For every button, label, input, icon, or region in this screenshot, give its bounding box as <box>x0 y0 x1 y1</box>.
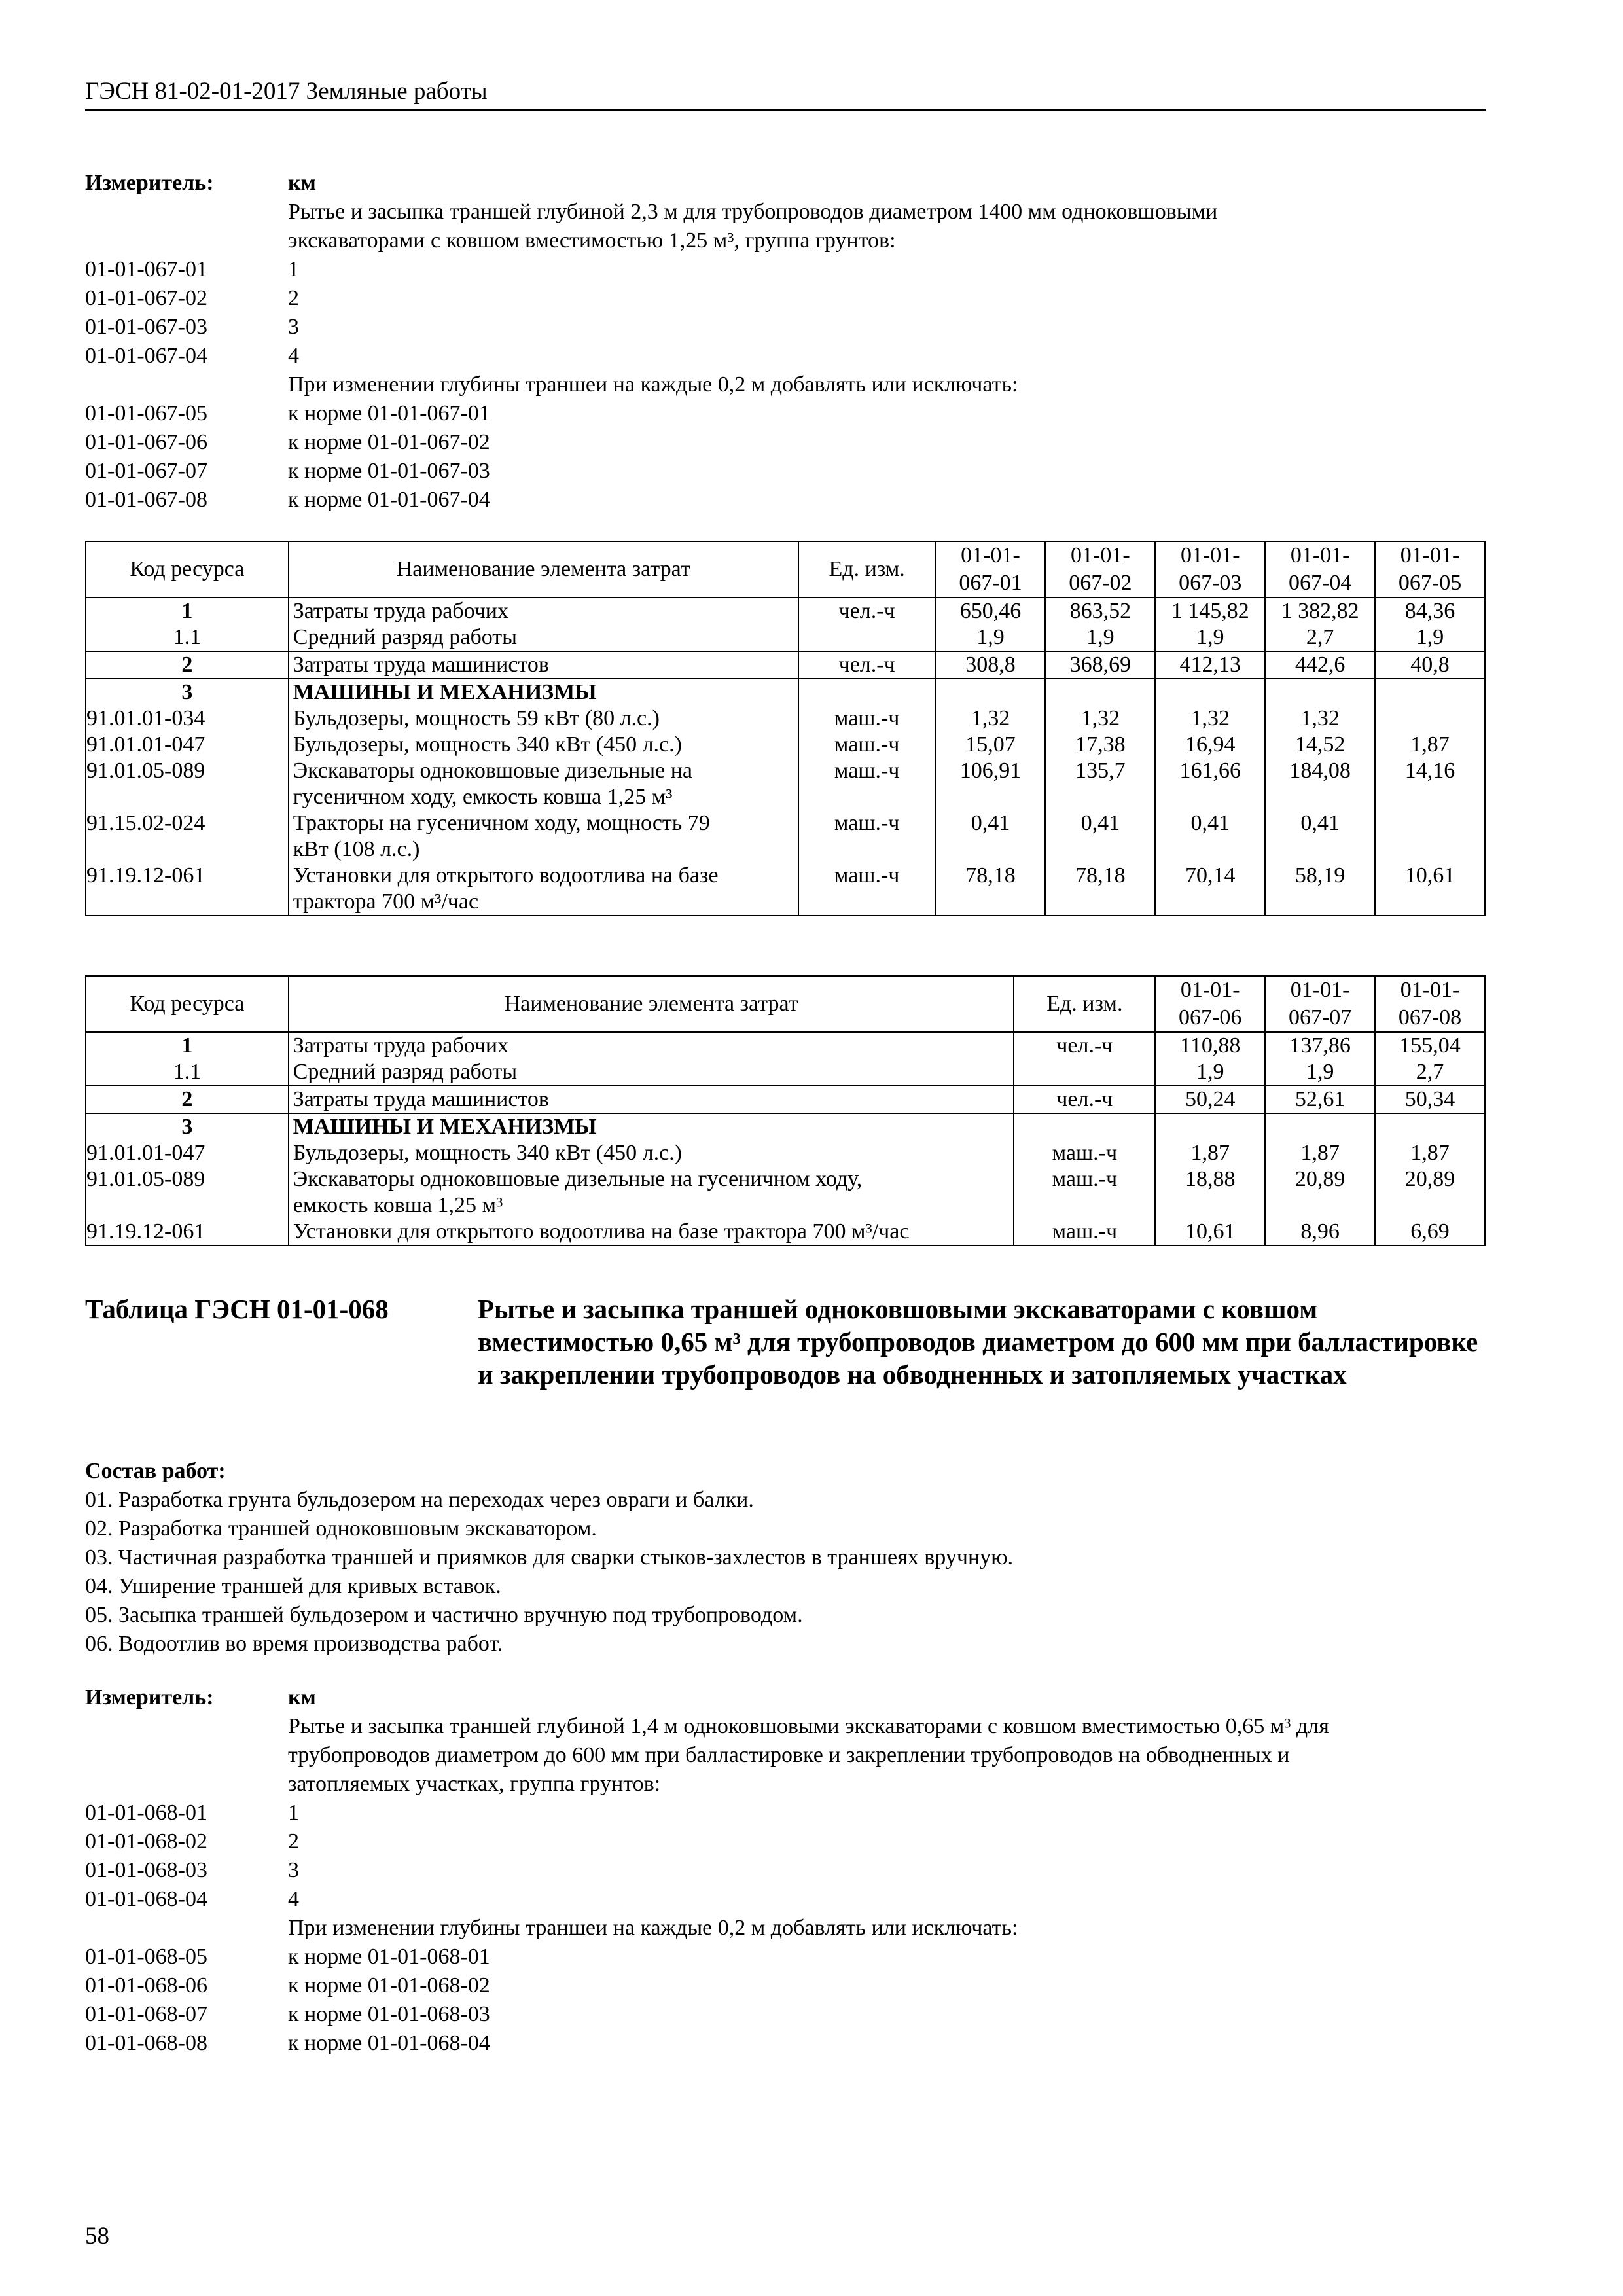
header-unit: Ед. изм. <box>1014 976 1155 1032</box>
norm-text: 1 <box>288 257 299 281</box>
table-row <box>86 651 1485 679</box>
table-row <box>86 1059 1485 1086</box>
meter-label: Измеритель: <box>85 1685 214 1710</box>
value-cell: 1,87 <box>1375 732 1485 758</box>
value-cell: 1,32 <box>1155 706 1265 732</box>
depth-note: При изменении глубины траншеи на каждые 0,2 м добавлять или исключать: <box>288 372 1018 397</box>
table-row <box>86 1032 1485 1059</box>
norm-code: 01-01-067-06 <box>85 430 207 454</box>
header-name: Наименование элемента затрат <box>289 541 798 598</box>
meter-description: экскаваторами с ковшом вместимостью 1,25 м³, группа грунтов: <box>288 228 896 253</box>
header-norm-code-part: 067-06 <box>1179 1005 1242 1030</box>
works-label: Состав работ: <box>85 1459 226 1483</box>
header-norm-code-part: 01-01- <box>961 543 1020 567</box>
resource-name <box>289 863 798 916</box>
value-cell: 1,9 <box>1155 1059 1265 1086</box>
norm-item <box>85 255 1486 284</box>
page-number: 58 <box>85 2223 109 2250</box>
value-cell: 10,61 <box>1375 863 1485 916</box>
norm-item <box>85 1827 1486 1856</box>
resource-name-line: Затраты труда рабочих <box>293 599 508 623</box>
resource-code: 2 <box>86 1086 289 1113</box>
resource-name <box>289 1140 1014 1166</box>
value-cell: 0,41 <box>1265 810 1375 863</box>
resource-name <box>289 810 798 863</box>
resource-code: 1 <box>86 598 289 624</box>
value-cell: 14,52 <box>1265 732 1375 758</box>
unit <box>798 679 936 706</box>
resource-name-line: Установки для открытого водоотлива на базе <box>293 863 719 888</box>
value-cell: 50,34 <box>1375 1086 1485 1113</box>
norm-code: 01-01-068-05 <box>85 1945 207 1969</box>
value-cell: 78,18 <box>1045 863 1155 916</box>
resource-name <box>289 732 798 758</box>
resource-code: 91.19.12-061 <box>86 1219 289 1246</box>
header-unit: Ед. изм. <box>798 541 936 598</box>
resource-name-line: Бульдозеры, мощность 340 кВт (450 л.с.) <box>293 1141 683 1165</box>
value-cell: 1,87 <box>1265 1140 1375 1166</box>
value-cell <box>1155 1113 1265 1140</box>
norm-code: 01-01-067-07 <box>85 459 207 483</box>
resource-name <box>289 598 798 624</box>
meter-description: Рытье и засыпка траншей глубиной 2,3 м для трубопроводов диаметром 1400 мм одноковшовыми <box>288 200 1218 224</box>
norm-code: 01-01-067-03 <box>85 315 207 339</box>
table-row <box>86 1219 1485 1246</box>
value-cell: 1,9 <box>936 624 1046 651</box>
resource-name-line: Затраты труда машинистов <box>293 653 549 677</box>
value-cell <box>1375 1113 1485 1140</box>
value-cell: 1,32 <box>1045 706 1155 732</box>
meter-value: км <box>288 1685 316 1710</box>
value-cell: 15,07 <box>936 732 1046 758</box>
work-item: 02. Разработка траншей одноковшовым экскаватором. <box>85 1516 597 1541</box>
header-norm-code-part: 01-01- <box>1290 978 1350 1002</box>
norm-code: 01-01-067-04 <box>85 344 207 368</box>
norm-item <box>85 342 1486 370</box>
norm-code: 01-01-067-05 <box>85 401 207 425</box>
value-cell: 1,87 <box>1155 1140 1265 1166</box>
work-item: 04. Уширение траншей для кривых вставок. <box>85 1574 501 1598</box>
header-norm-code <box>1155 541 1265 598</box>
resource-name-line: Экскаваторы одноковшовые дизельные на <box>293 759 692 783</box>
table-row <box>86 1166 1485 1219</box>
resource-name <box>289 679 798 706</box>
header-norm-code-part: 01-01- <box>1290 543 1350 567</box>
norm-item <box>85 399 1486 428</box>
norm-code: 01-01-068-06 <box>85 1973 207 1998</box>
norm-item <box>85 1856 1486 1885</box>
unit: чел.-ч <box>1014 1032 1155 1059</box>
resource-code: 3 <box>86 1113 289 1140</box>
unit <box>1014 1113 1155 1140</box>
table-row <box>86 1140 1485 1166</box>
value-cell: 2,7 <box>1265 624 1375 651</box>
table-row <box>86 863 1485 916</box>
norm-code: 01-01-068-04 <box>85 1887 207 1911</box>
resource-name-line: Затраты труда машинистов <box>293 1087 549 1111</box>
header-norm-code-part: 067-03 <box>1179 571 1242 595</box>
header-norm-code-part: 01-01- <box>1400 543 1460 567</box>
header-norm-code <box>1265 541 1375 598</box>
table-row <box>86 598 1485 624</box>
value-cell: 1,87 <box>1375 1140 1485 1166</box>
meter-label: Измеритель: <box>85 171 214 195</box>
resource-name-line: Тракторы на гусеничном ходу, мощность 79 <box>293 811 710 835</box>
header-norm-code <box>1265 976 1375 1032</box>
resource-name-line: гусеничном ходу, емкость ковша 1,25 м³ <box>293 785 673 809</box>
value-cell: 1,9 <box>1375 624 1485 651</box>
norm-item <box>85 284 1486 313</box>
resource-code: 91.01.01-047 <box>86 1140 289 1166</box>
value-cell: 17,38 <box>1045 732 1155 758</box>
value-cell: 135,7 <box>1045 758 1155 810</box>
table-row <box>86 1113 1485 1140</box>
table-caption: Рытье и засыпка траншей одноковшовыми экскаваторами с ковшом вместимостью 0,65 м³ для трубопроводов диаметром до 600 мм при балластировке и закреплении трубопроводов на обводненных и затопляемых участках <box>478 1294 1478 1390</box>
value-cell: 1 382,82 <box>1265 598 1375 624</box>
norm-item <box>85 1943 1486 1971</box>
value-cell: 0,41 <box>936 810 1046 863</box>
resource-name <box>289 1086 1014 1113</box>
table-row <box>86 706 1485 732</box>
norm-code: 01-01-067-08 <box>85 488 207 512</box>
header-norm-code-part: 01-01- <box>1180 543 1240 567</box>
table-row <box>86 758 1485 810</box>
resource-code: 91.15.02-024 <box>86 810 289 863</box>
norm-text: 2 <box>288 1829 299 1854</box>
resource-code: 91.01.01-047 <box>86 732 289 758</box>
resource-name <box>289 1166 1014 1219</box>
resource-name-line: Бульдозеры, мощность 340 кВт (450 л.с.) <box>293 732 682 757</box>
value-cell: 1,9 <box>1045 624 1155 651</box>
resource-name-line: МАШИНЫ И МЕХАНИЗМЫ <box>293 1115 597 1139</box>
value-cell <box>1155 679 1265 706</box>
norm-code: 01-01-068-03 <box>85 1858 207 1882</box>
value-cell: 70,14 <box>1155 863 1265 916</box>
unit: маш.-ч <box>1014 1166 1155 1219</box>
value-cell: 0,41 <box>1045 810 1155 863</box>
resource-name-line: Средний разряд работы <box>293 625 517 649</box>
norm-text: к норме 01-01-068-01 <box>288 1945 490 1969</box>
value-cell: 110,88 <box>1155 1032 1265 1059</box>
value-cell: 0,41 <box>1155 810 1265 863</box>
unit: чел.-ч <box>798 651 936 679</box>
unit: чел.-ч <box>798 598 936 624</box>
value-cell: 161,66 <box>1155 758 1265 810</box>
value-cell: 412,13 <box>1155 651 1265 679</box>
meter-value: км <box>288 171 316 195</box>
work-item: 03. Частичная разработка траншей и приямков для сварки стыков-захлестов в траншеях вручную. <box>85 1545 1014 1570</box>
meter-block-068 <box>85 1683 1486 2058</box>
norm-text: 3 <box>288 1858 299 1882</box>
norm-text: 1 <box>288 1801 299 1825</box>
value-cell: 40,8 <box>1375 651 1485 679</box>
works-composition <box>85 1457 1486 1659</box>
norm-text: к норме 01-01-067-02 <box>288 430 490 454</box>
value-cell: 58,19 <box>1265 863 1375 916</box>
value-cell: 10,61 <box>1155 1219 1265 1246</box>
resource-name <box>289 1219 1014 1246</box>
value-cell <box>936 679 1046 706</box>
norm-code: 01-01-068-02 <box>85 1829 207 1854</box>
norm-item <box>85 486 1486 514</box>
value-cell: 1,32 <box>936 706 1046 732</box>
resource-name-line: трактора 700 м³/час <box>293 889 479 914</box>
value-cell: 50,24 <box>1155 1086 1265 1113</box>
value-cell: 20,89 <box>1265 1166 1375 1219</box>
resource-code: 1.1 <box>86 624 289 651</box>
unit <box>1014 1059 1155 1086</box>
norm-text: к норме 01-01-067-03 <box>288 459 490 483</box>
value-cell: 2,7 <box>1375 1059 1485 1086</box>
resource-name <box>289 758 798 810</box>
meter-description: трубопроводов диаметром до 600 мм при балластировке и закреплении трубопроводов на обводненных и <box>288 1743 1290 1767</box>
header-code: Код ресурса <box>86 976 289 1032</box>
resource-code: 1 <box>86 1032 289 1059</box>
resource-name-line: Экскаваторы одноковшовые дизельные на гусеничном ходу, <box>293 1167 863 1191</box>
header-norm-code-part: 01-01- <box>1071 543 1130 567</box>
resource-code: 2 <box>86 651 289 679</box>
table-title-068 <box>85 1293 1486 1391</box>
header-norm-code-part: 067-01 <box>959 571 1022 595</box>
value-cell: 18,88 <box>1155 1166 1265 1219</box>
resource-name <box>289 1059 1014 1086</box>
value-cell <box>1265 679 1375 706</box>
norm-code: 01-01-068-07 <box>85 2002 207 2026</box>
value-cell: 442,6 <box>1265 651 1375 679</box>
resource-name <box>289 1032 1014 1059</box>
header-norm-code-part: 01-01- <box>1400 978 1460 1002</box>
unit: маш.-ч <box>798 863 936 916</box>
norm-text: 2 <box>288 286 299 310</box>
norm-item <box>85 2000 1486 2029</box>
running-header: ГЭСН 81-02-01-2017 Земляные работы <box>85 77 1486 111</box>
resource-code: 91.01.01-034 <box>86 706 289 732</box>
unit: маш.-ч <box>798 810 936 863</box>
value-cell: 1,9 <box>1155 624 1265 651</box>
work-item: 01. Разработка грунта бульдозером на переходах через овраги и балки. <box>85 1488 754 1512</box>
work-item: 05. Засыпка траншей бульдозером и частично вручную под трубопроводом. <box>85 1603 803 1627</box>
header-norm-code <box>1375 976 1485 1032</box>
norm-code: 01-01-068-01 <box>85 1801 207 1825</box>
resource-name-line: Бульдозеры, мощность 59 кВт (80 л.с.) <box>293 706 660 730</box>
value-cell <box>1375 810 1485 863</box>
value-cell: 863,52 <box>1045 598 1155 624</box>
resource-code: 1.1 <box>86 1059 289 1086</box>
table-row <box>86 624 1485 651</box>
unit: маш.-ч <box>1014 1140 1155 1166</box>
value-cell: 1 145,82 <box>1155 598 1265 624</box>
value-cell: 137,86 <box>1265 1032 1375 1059</box>
norm-text: к норме 01-01-067-04 <box>288 488 490 512</box>
value-cell: 20,89 <box>1375 1166 1485 1219</box>
unit: маш.-ч <box>798 732 936 758</box>
header-name: Наименование элемента затрат <box>289 976 1014 1032</box>
table-row <box>86 1086 1485 1113</box>
header-norm-code <box>1045 541 1155 598</box>
norm-item <box>85 1971 1486 2000</box>
header-norm-code <box>936 541 1046 598</box>
value-cell <box>1375 679 1485 706</box>
resource-name-line: Затраты труда рабочих <box>293 1033 509 1058</box>
resource-name-line: Установки для открытого водоотлива на базе трактора 700 м³/час <box>293 1219 910 1244</box>
norm-text: к норме 01-01-068-03 <box>288 2002 490 2026</box>
value-cell: 16,94 <box>1155 732 1265 758</box>
value-cell <box>1045 679 1155 706</box>
resource-code: 3 <box>86 679 289 706</box>
unit: маш.-ч <box>1014 1219 1155 1246</box>
resource-code: 91.01.05-089 <box>86 1166 289 1219</box>
value-cell: 52,61 <box>1265 1086 1375 1113</box>
resource-table-067-part1 <box>85 541 1486 916</box>
norm-text: 4 <box>288 344 299 368</box>
norm-code: 01-01-067-01 <box>85 257 207 281</box>
norm-text: к норме 01-01-067-01 <box>288 401 490 425</box>
unit: маш.-ч <box>798 706 936 732</box>
value-cell: 308,8 <box>936 651 1046 679</box>
value-cell: 14,16 <box>1375 758 1485 810</box>
header-norm-code <box>1155 976 1265 1032</box>
norm-text: к норме 01-01-068-04 <box>288 2031 490 2055</box>
depth-note: При изменении глубины траншеи на каждые 0,2 м добавлять или исключать: <box>288 1916 1018 1940</box>
norm-item <box>85 428 1486 457</box>
unit: чел.-ч <box>1014 1086 1155 1113</box>
norm-item <box>85 457 1486 486</box>
value-cell: 650,46 <box>936 598 1046 624</box>
value-cell: 106,91 <box>936 758 1046 810</box>
value-cell: 84,36 <box>1375 598 1485 624</box>
resource-table-067-part2 <box>85 975 1486 1246</box>
value-cell: 1,9 <box>1265 1059 1375 1086</box>
norm-text: 4 <box>288 1887 299 1911</box>
norm-item <box>85 2029 1486 2058</box>
header-norm-code-part: 067-05 <box>1398 571 1462 595</box>
resource-name-line: кВт (108 л.с.) <box>293 837 420 861</box>
value-cell: 368,69 <box>1045 651 1155 679</box>
unit: маш.-ч <box>798 758 936 810</box>
header-norm-code-part: 067-04 <box>1289 571 1352 595</box>
value-cell <box>1265 1113 1375 1140</box>
resource-name <box>289 624 798 651</box>
value-cell: 184,08 <box>1265 758 1375 810</box>
value-cell <box>1375 706 1485 732</box>
norm-text: 3 <box>288 315 299 339</box>
resource-code: 91.01.05-089 <box>86 758 289 810</box>
value-cell: 155,04 <box>1375 1032 1485 1059</box>
unit <box>798 624 936 651</box>
value-cell: 6,69 <box>1375 1219 1485 1246</box>
header-norm-code-part: 067-08 <box>1398 1005 1462 1030</box>
value-cell: 8,96 <box>1265 1219 1375 1246</box>
norm-code: 01-01-068-08 <box>85 2031 207 2055</box>
norm-item <box>85 1799 1486 1827</box>
resource-name <box>289 706 798 732</box>
resource-code: 91.19.12-061 <box>86 863 289 916</box>
header-norm-code <box>1375 541 1485 598</box>
table-row <box>86 810 1485 863</box>
table-row <box>86 679 1485 706</box>
resource-name-line: емкость ковша 1,25 м³ <box>293 1193 503 1217</box>
table-number: Таблица ГЭСН 01-01-068 <box>85 1294 389 1324</box>
value-cell: 78,18 <box>936 863 1046 916</box>
header-norm-code-part: 01-01- <box>1180 978 1240 1002</box>
resource-name <box>289 651 798 679</box>
resource-name <box>289 1113 1014 1140</box>
table-row <box>86 732 1485 758</box>
resource-name-line: Средний разряд работы <box>293 1060 518 1084</box>
meter-block-067 <box>85 169 1486 514</box>
header-norm-code-part: 067-07 <box>1288 1005 1352 1030</box>
meter-description: затопляемых участках, группа грунтов: <box>288 1772 661 1796</box>
header-norm-code-part: 067-02 <box>1069 571 1132 595</box>
norm-code: 01-01-067-02 <box>85 286 207 310</box>
header-code: Код ресурса <box>86 541 289 598</box>
work-item: 06. Водоотлив во время производства работ. <box>85 1632 503 1656</box>
meter-description: Рытье и засыпка траншей глубиной 1,4 м одноковшовыми экскаваторами с ковшом вместимостью 0,65 м³ для <box>288 1714 1329 1738</box>
norm-text: к норме 01-01-068-02 <box>288 1973 490 1998</box>
value-cell: 1,32 <box>1265 706 1375 732</box>
norm-item <box>85 1885 1486 1914</box>
resource-name-line: МАШИНЫ И МЕХАНИЗМЫ <box>293 680 597 704</box>
norm-item <box>85 313 1486 342</box>
